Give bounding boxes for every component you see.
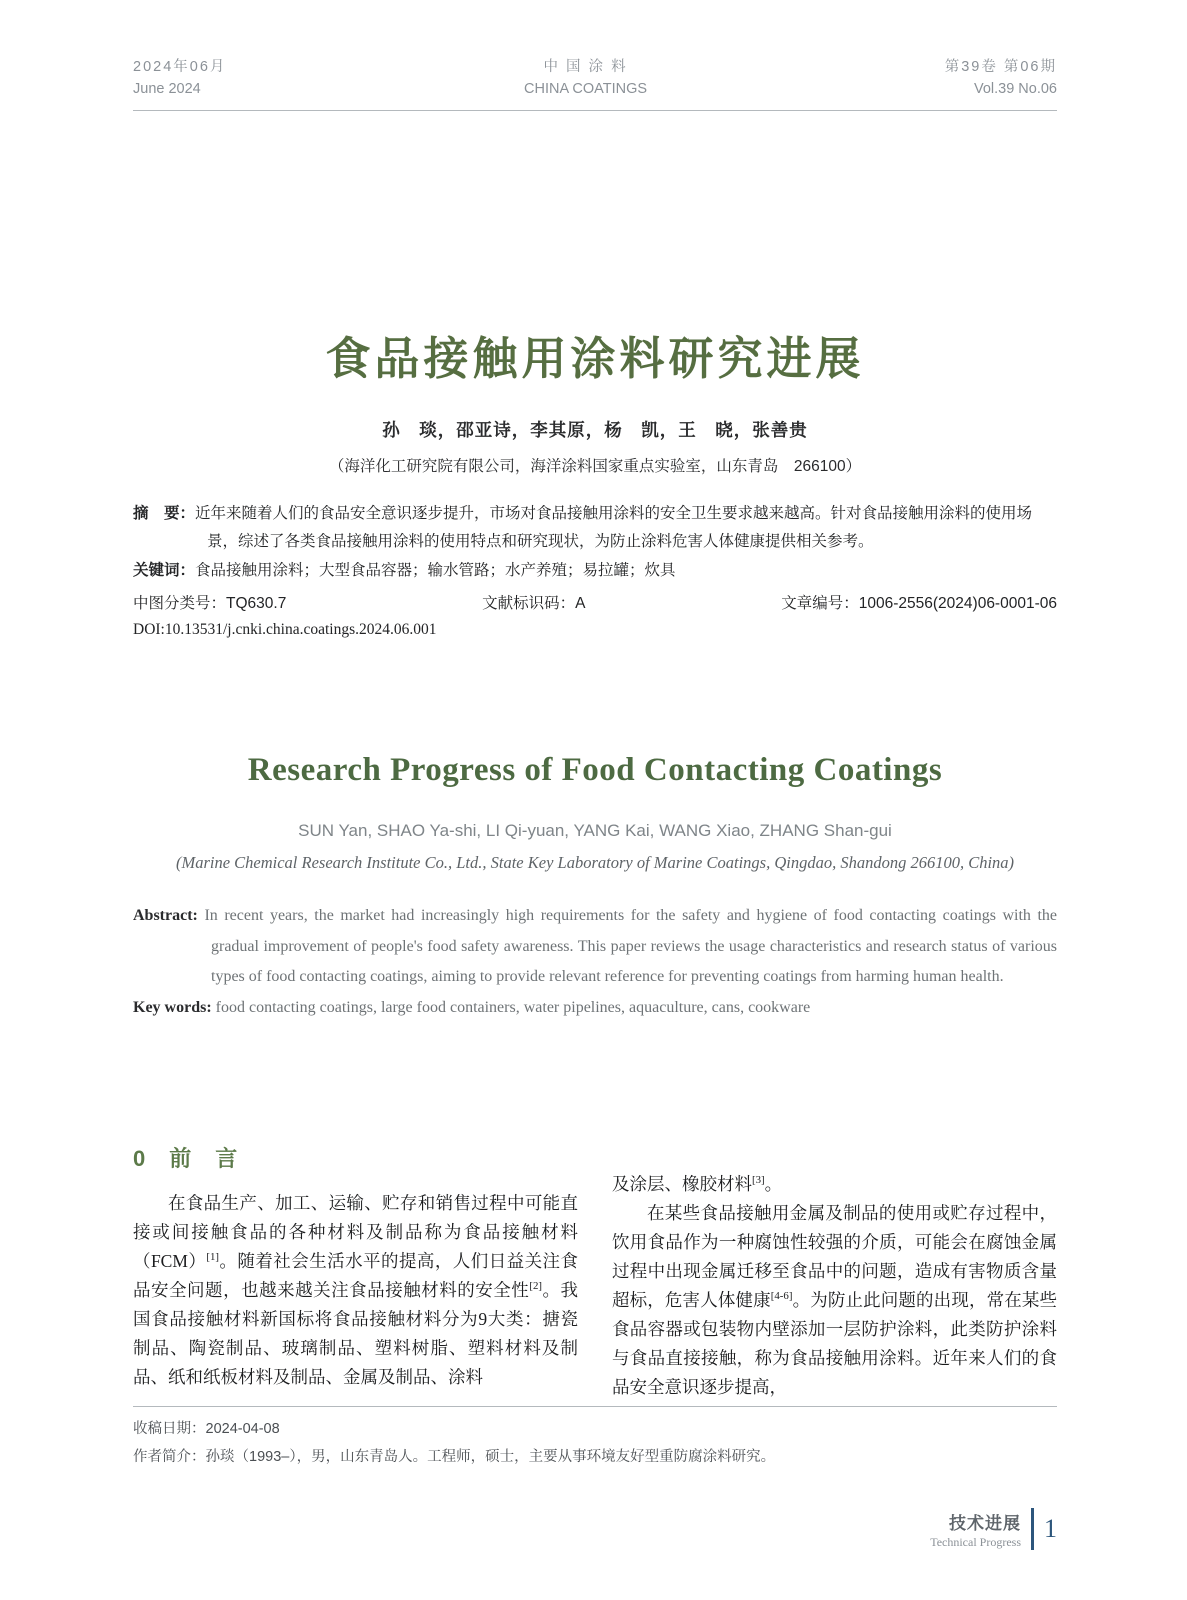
header-journal-cn: 中 国 涂 料 [543,59,628,75]
body-text: 及涂层、橡胶材料 [612,1174,752,1194]
affiliation-cn: （海洋化工研究院有限公司，海洋涂料国家重点实验室，山东青岛 266100） [328,458,862,475]
body-paragraph [612,1170,1057,1199]
english-title-block [133,752,1057,1024]
chinese-title-block [133,322,1057,639]
authors-en: SUN Yan, SHAO Ya-shi, LI Qi-yuan, YANG Kai, WANG Xiao, ZHANG Shan-gui [298,821,892,840]
header-journal-en: CHINA COATINGS [524,81,648,98]
abstract-cn-label: 摘 要： [133,505,196,522]
header-date [133,56,226,101]
body-text: 在食品生产、加工、运输、贮存和销售过程中可能直接或间接触食品的各种材料及制品称为食品接触材料（FCM） [133,1193,578,1271]
affiliation-en: (Marine Chemical Research Institute Co., Ltd., State Key Laboratory of Marine Coatings, Qingdao, Shandong 266100, China) [175,853,1015,872]
footnote-block [133,1406,1057,1472]
citation-ref-4-6: [4-6] [770,1290,793,1303]
abstract-en [133,901,1057,993]
body-paragraph [133,1189,578,1392]
keywords-en [133,993,1057,1024]
body-column-right [612,1140,1057,1402]
citation-ref-1: [1] [206,1251,219,1264]
journal-header [133,56,1057,111]
header-issue [945,56,1057,101]
keywords-en-text: food contacting coatings, large food containers, water pipelines, aquaculture, cans, cookware [215,999,811,1017]
article-body [133,1140,1057,1402]
authors-cn: 孙 琰，邵亚诗，李其原，杨 凯，王 晓，张善贵 [382,420,808,440]
citation-ref-3: [3] [752,1174,765,1187]
badge-labels [930,1509,1031,1550]
header-issue-cn: 第39卷 第06期 [944,59,1057,75]
header-date-cn: 2024年06月 [133,59,227,75]
abstract-en-label: Abstract: [133,907,198,924]
body-text: 。为防止此问题的出现，常在某些食品容器或包装物内壁添加一层防护涂料，此类防护涂料与食品直接接触，称为食品接触用涂料。近年来人们的食品安全意识逐步提高， [612,1290,1058,1397]
badge-label-en: Technical Progress [930,1534,1021,1549]
abstract-cn [133,500,1057,555]
body-text: 。 [764,1174,783,1194]
clc-number: 中图分类号：TQ630.7 [133,594,287,612]
body-text: 在某些食品接触用金属及制品的使用或贮存过程中，饮用食品作为一种腐蚀性较强的介质，可能会在腐蚀金属过程中出现金属迁移至食品中的问题，造成有害物质含量超标，危害人体健康 [612,1203,1057,1310]
section-heading-0: 0 前 言 [133,1146,239,1171]
header-date-en: June 2024 [133,81,201,98]
author-bio: 作者简介：孙琰（1993–），男，山东青岛人。工程师，硕士，主要从事环境友好型重防腐涂料研究。 [133,1449,776,1466]
article-title-en: Research Progress of Food Contacting Coatings [247,752,943,788]
keywords-en-label: Key words: [133,999,212,1017]
keywords-cn-text: 食品接触用涂料；大型食品容器；输水管路；水产养殖；易拉罐；炊具 [195,562,676,580]
body-column-left [133,1140,578,1402]
citation-ref-2: [2] [529,1280,542,1293]
body-paragraph [612,1199,1057,1402]
body-text: 。随着社会生活水平的提高，人们日益关注食品安全问题，也越来越关注食品接触材料的安全性 [133,1251,579,1300]
received-date: 收稿日期：2024-04-08 [133,1421,280,1437]
abstract-en-text: In recent years, the market had increasingly high requirements for the safety and hygiene of food contacting coatings with the gradual improvement of people's food safety awareness. This paper reviews the usage characteristics and research status of various types of food contacting coatings, aiming to provide relevant reference for preventing coatings from harming human health. [204,907,1058,986]
keywords-cn-label: 关键词： [133,562,196,580]
doi: DOI:10.13531/j.cnki.china.coatings.2024.06.001 [133,620,437,638]
abstract-cn-text: 近年来随着人们的食品安全意识逐步提升，市场对食品接触用涂料的安全卫生要求越来越高。针对食品接触用涂料的使用场景，综述了各类食品接触用涂料的使用特点和研究现状，为防止涂料危害人体健康提供相关参考。 [195,505,1033,550]
article-id: 文章编号：1006-2556(2024)06-0001-06 [781,594,1057,612]
article-title-cn: 食品接触用涂料研究进展 [325,333,865,384]
document-code: 文献标识码：A [482,594,586,612]
classification-row [133,591,1057,613]
header-journal-name [524,56,647,101]
section-page-badge [930,1508,1057,1550]
header-issue-en: Vol.39 No.06 [973,81,1057,98]
body-text: 。我国食品接触材料新国标将食品接触材料分为9大类：搪瓷制品、陶瓷制品、玻璃制品、塑料树脂、塑料材料及制品、纸和纸板材料及制品、金属及制品、涂料 [133,1280,579,1387]
page-number: 1 [1044,1514,1057,1543]
badge-label-cn: 技术进展 [949,1513,1021,1533]
keywords-cn [133,557,1057,585]
